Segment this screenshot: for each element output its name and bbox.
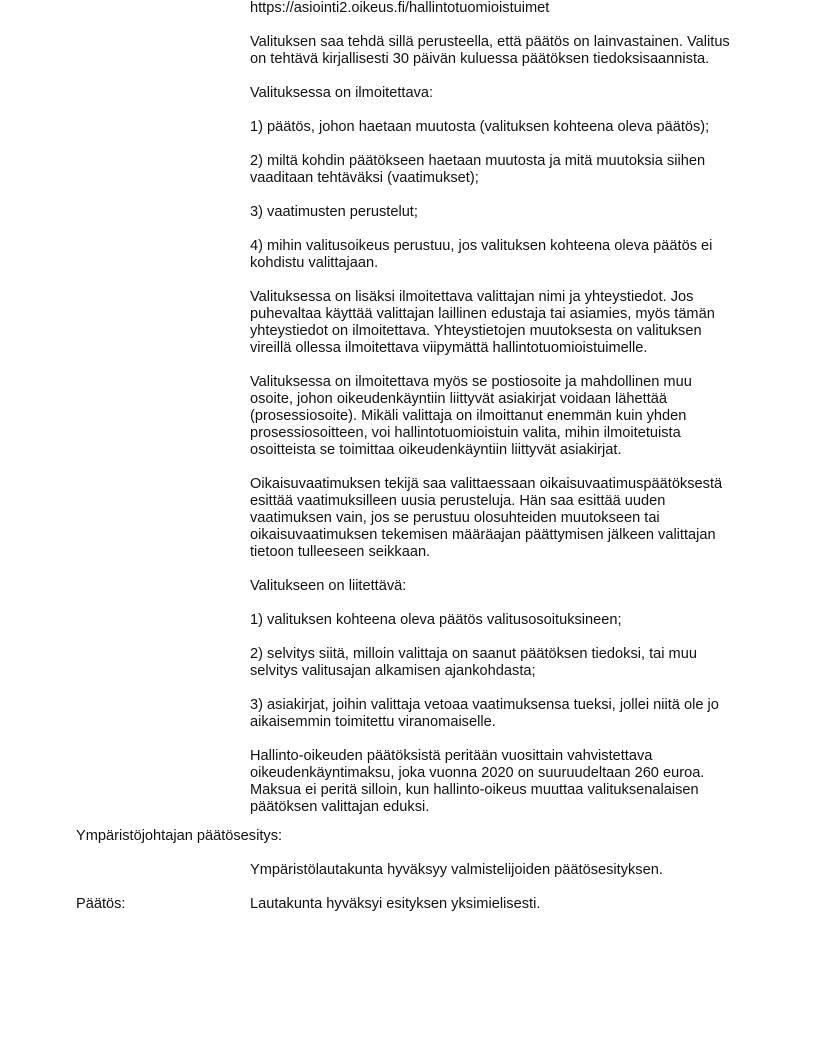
- list-item: 1) valituksen kohteena oleva päätös valitusosoituksineen;: [250, 612, 622, 628]
- proposal-text: Ympäristölautakunta hyväksyy valmistelijoiden päätösesityksen.: [250, 862, 663, 878]
- list-item: 2) selvitys siitä, milloin valittaja on saanut päätöksen tiedoksi, tai muu selvitys valitusajan alkamisen ajankohdasta;: [250, 646, 697, 679]
- list-item: 4) mihin valitusoikeus perustuu, jos valituksen kohteena oleva päätös ei kohdistu valittajaan.: [250, 238, 713, 271]
- paragraph: Valituksen saa tehdä sillä perusteella, että päätös on lainvastainen. Valitus on tehtävä kirjallisesti 30 päivän kuluessa päätöksen tiedoksisaannista.: [250, 34, 730, 67]
- decision-text: Lautakunta hyväksyi esityksen yksimielisesti.: [250, 896, 541, 912]
- paragraph: Valituksessa on lisäksi ilmoitettava valittajan nimi ja yhteystiedot. Jos puhevaltaa käyttää valittajan laillinen edustaja tai asiamies, myös tämän yhteystiedot on ilmoitettava. Yhteystietojen muutoksesta on valituksen vireillä ollessa ilmoitettava viipymättä hallintotuomioistuimelle.: [250, 289, 715, 356]
- list-item: 1) päätös, johon haetaan muutosta (valituksen kohteena oleva päätös);: [250, 119, 710, 135]
- paragraph: Valituksessa on ilmoitettava myös se postiosoite ja mahdollinen muu osoite, johon oikeudenkäyntiin liittyvät asiakirjat voidaan lähettää (prosessiosoite). Mikäli valittaja on ilmoittanut enemmän kuin yhden prosessiosoitteen, voi hallintotuomioistuin valita, mihin ilmoitetuista osoitteista se toimittaa oikeudenkäyntiin liittyvät asiakirjat.: [250, 374, 692, 458]
- paragraph: Valitukseen on liitettävä:: [250, 578, 407, 594]
- list-item: 3) vaatimusten perustelut;: [250, 204, 418, 220]
- paragraph: Hallinto-oikeuden päätöksistä peritään vuosittain vahvistettava oikeudenkäyntimaksu, joka vuonna 2020 on suuruudeltaan 260 euroa. Maksua ei peritä silloin, kun hallinto-oikeus muuttaa valituksenalaisen päätöksen valittajan eduksi.: [250, 748, 705, 815]
- paragraph: Oikaisuvaatimuksen tekijä saa valittaessaan oikaisuvaatimuspäätöksestä esittää vaatimuksilleen uusia perusteluja. Hän saa esittää uuden vaatimuksen vain, jos se perustuu olosuhteiden muutokseen tai oikaisuvaatimuksen tekemisen määräajan päättymisen jälkeen valittajan tietoon tulleeseen seikkaan.: [250, 476, 723, 560]
- paragraph: Valituksessa on ilmoitettava:: [250, 85, 434, 101]
- list-item: 2) miltä kohdin päätökseen haetaan muutosta ja mitä muutoksia siihen vaaditaan tehtäväksi (vaatimukset);: [250, 153, 706, 186]
- proposal-label: Ympäristöjohtajan päätösesitys:: [76, 828, 283, 844]
- list-item: 3) asiakirjat, joihin valittaja vetoaa vaatimuksensa tueksi, jollei niitä ole jo aikaisemmin toimitettu viranomaiselle.: [250, 697, 719, 730]
- appeal-instructions: [250, 0, 730, 833]
- appeal-url[interactable]: https://asiointi2.oikeus.fi/hallintotuomioistuimet: [250, 0, 550, 16]
- decision-label: Päätös:: [76, 896, 126, 912]
